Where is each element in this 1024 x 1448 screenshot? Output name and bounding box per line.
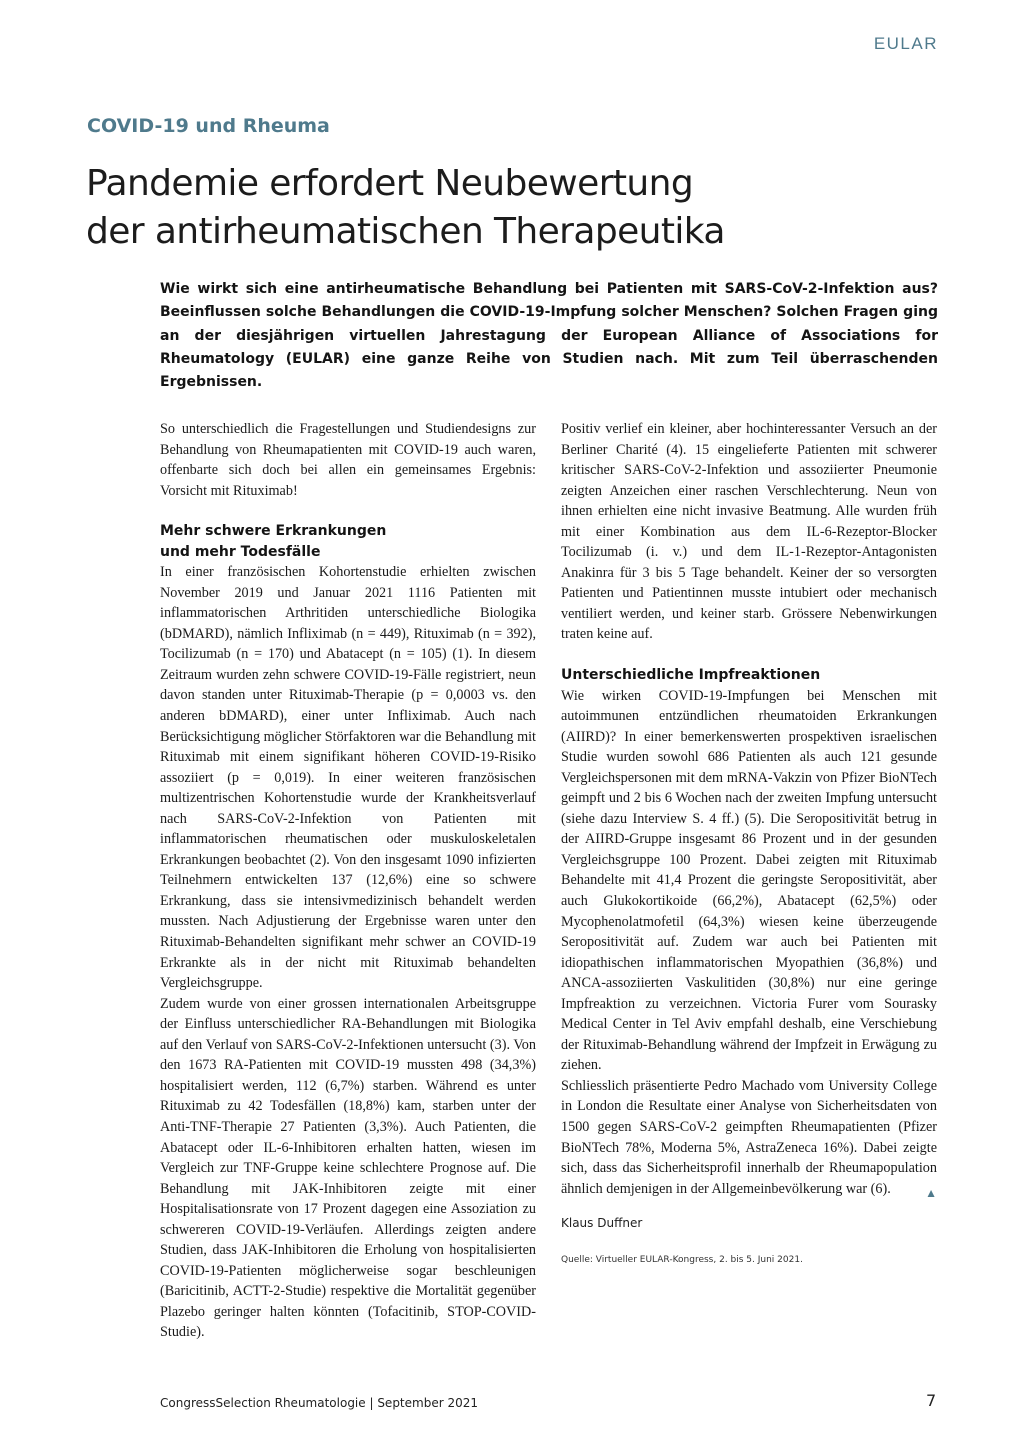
title-line-2: der antirheumatischen Therapeutika xyxy=(86,211,725,252)
source-note: Quelle: Virtueller EULAR-Kongress, 2. bis 5. Juni 2021. xyxy=(561,1254,803,1265)
section-heading-1 xyxy=(160,521,536,562)
footer-publication: CongressSelection Rheumatologie | September 2021 xyxy=(160,1396,478,1410)
section-heading-2: Unterschiedliche Impfreaktionen xyxy=(561,667,821,684)
article-title xyxy=(86,160,946,256)
intro-paragraph: So unterschiedlich die Fragestellungen und Studiendesigns zur Behandlung von Rheumapatienten mit COVID-19 auch waren, offenbarte sich doch bei allen ein gemeinsames Ergebnis: Vorsicht mit Rituximab! xyxy=(160,421,536,499)
body-paragraph-3: Positiv verlief ein kleiner, aber hochinteressanter Versuch an der Berliner Charité (4). 15 eingelieferte Patienten mit schwerer kritischer SARS-CoV-2-Infektion und assoziierter Pneumonie zeigten Anzeichen einer raschen Verschlechterung. Neun von ihnen erhielten eine nicht invasive Beatmung. Alle wurden früh mit einer Kombination aus dem IL-6-Rezeptor-Blocker Tocilizumab (i. v.) und dem IL-1-Rezeptor-Antagonisten Anakinra für 3 bis 5 Tage behandelt. Keiner der so versorgten Patienten und Patientinnen musste intubiert oder mechanisch ventiliert werden, und keiner starb. Grössere Nebenwirkungen traten keine auf. xyxy=(561,421,937,643)
heading-1-line-2: und mehr Todesfälle xyxy=(160,543,321,560)
title-line-1: Pandemie erfordert Neubewertung xyxy=(86,163,694,204)
body-paragraph-2: Zudem wurde von einer grossen internationalen Arbeitsgruppe der Einfluss unterschiedlicher RA-Behandlungen mit Biologika auf den Verlauf von SARS-CoV-2-Infektionen untersucht (3). Von den 1673 RA-Patienten mit COVID-19 mussten 498 (34,3%) hospitalisiert werden, 112 (6,7%) starben. Während es unter Rituximab zu 42 Todesfällen (18,8%) kam, starben unter der Anti-TNF-Therapie 27 Patienten (3,3%). Auch Patienten, die Abatacept oder IL-6-Inhibitoren erhalten hatten, wiesen im Vergleich zur TNF-Gruppe keine schlechtere Prognose auf. Die Behandlung mit JAK-Inhibitoren zeigte mit einer Hospitalisationsrate von 17 Prozent dagegen eine Assoziation zu schwereren COVID-19-Verläufen. Allerdings zeigten andere Studien, dass JAK-Inhibitoren die Erholung von hospitalisierten COVID-19-Patienten möglicherweise sogar beschleunigen (Baricitinib, ACTT-2-Studie) respektive die Mortalität gegenüber Plazebo geringer halten könnten (Tofacitinib, STOP-COVID-Studie). xyxy=(160,995,536,1341)
author-name: Klaus Duffner xyxy=(561,1216,643,1231)
body-paragraph-5-text: Schliesslich präsentierte Pedro Machado vom University College in London die Resultate einer Analyse von Sicherheitsdaten von 1500 gegen SARS-CoV-2 geimpften Rheumapatienten (Pfizer BioNTech 78%, Moderna 5%, AstraZeneca 16%). Dabei zeigte sich, dass das Sicherheitsprofil innerhalb der Rheumapopulation ähnlich demjenigen in der Allgemeinbevölkerung war (6). xyxy=(561,1077,937,1197)
right-column xyxy=(561,419,937,1270)
article-lead: Wie wirkt sich eine antirheumatische Behandlung bei Patienten mit SARS-CoV-2-Infektion aus? Beeinflussen solche Behandlungen die COVID-19-Impfung solcher Menschen? Solchen Fragen ging an der diesjährigen virtuellen Jahrestagung der European Alliance of Associations for Rheumatology (EULAR) eine ganze Reihe von Studien nach. Mit zum Teil überraschenden Ergebnissen. xyxy=(160,281,938,391)
left-column xyxy=(160,419,536,1343)
body-paragraph-5 xyxy=(561,1076,937,1199)
page-number: 7 xyxy=(926,1391,937,1410)
body-paragraph-4: Wie wirken COVID-19-Impfungen bei Menschen mit autoimmunen entzündlichen rheumatoiden Erkrankungen (AIIRD)? In einer bemerkenswerten prospektiven israelischen Studie wurden sowohl 686 Patienten als auch 121 gesunde Vergleichspersonen mit dem mRNA-Vakzin von Pfizer BioNTech geimpft und 2 bis 6 Wochen nach der zweiten Impfung untersucht (siehe dazu Interview S. 4 ff.) (5). Die Seropositivität betrug in der AIIRD-Gruppe insgesamt 86 Prozent und in der gesunden Vergleichsgruppe 100 Prozent. Dabei zeigten mit Rituximab Behandelte mit 41,4 Prozent die geringste Seropositivität, aber auch Glukokortikoide (66,2%), Abatacept (62,5%) oder Mycophenolatmofetil (64,3%) wiesen keine überzeugende Seropositivität auf. Zudem war auch bei Patienten mit idiopathischen inflammatorischen Myopathien (36,8%) und ANCA-assoziierten Vaskulitiden (30,8%) nur eine geringe Impfreaktion zu verzeichnen. Victoria Furer vom Sourasky Medical Center in Tel Aviv empfahl deshalb, eine Verschiebung der Rituximab-Behandlung während der Impfzeit in Erwägung zu ziehen. xyxy=(561,687,937,1074)
heading-1-line-1: Mehr schwere Erkrankungen xyxy=(160,523,387,540)
section-tag: EULAR xyxy=(873,34,938,53)
article-kicker: COVID-19 und Rheuma xyxy=(87,115,330,137)
body-paragraph-1: In einer französischen Kohortenstudie erhielten zwischen November 2019 und Januar 2021 1116 Patienten mit inflammatorischen Arthritiden unterschiedliche Biologika (bDMARD), nämlich Infliximab (n = 449), Rituximab (n = 392), Tocilizumab (n = 170) und Abatacept (n = 105) (1). In diesem Zeitraum wurden zehn schwere COVID-19-Fälle registriert, neun davon standen unter Rituximab-Therapie (p = 0,0003 vs. den anderen bDMARD), einer unter Infliximab. Auch nach Berücksichtigung möglicher Störfaktoren war die Behandlung mit Rituximab mit einem signifikant höheren COVID-19-Risiko assoziiert (p = 0,019). In einer weiteren französischen multizentrischen Kohortenstudie wurde der Krankheitsverlauf nach SARS-CoV-2-Infektion von Patienten mit inflammatorischen rheumatischen oder muskuloskeletalen Erkrankungen beobachtet (2). Von den insgesamt 1090 infizierten Teilnehmern entwickelten 137 (12,6%) eine so schwere Erkrankung, dass sie intensivmedizinisch behandelt werden mussten. Nach Adjustierung der Ergebnisse waren unter den Rituximab-Behandelten signifikant mehr schwer an COVID-19 Erkrankte als in der nicht mit Rituximab behandelten Vergleichsgruppe. xyxy=(160,564,536,992)
end-triangle-icon: ▲ xyxy=(925,1185,937,1200)
